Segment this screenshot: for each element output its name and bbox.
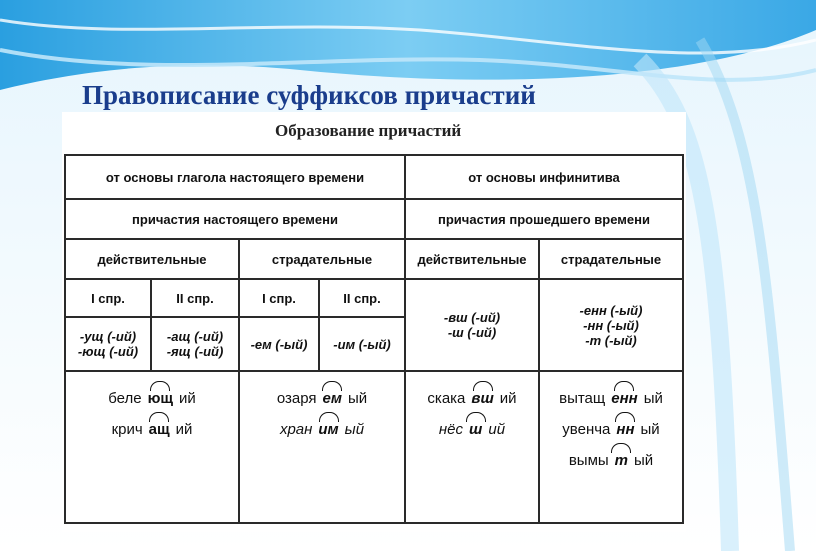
suffix-line: -ущ (-ий): [79, 329, 137, 344]
suffix-line: -вш (-ий): [443, 310, 501, 325]
present-passive-1-suffix: -ем (-ый): [239, 317, 319, 371]
suffix-line: -ащ (-ий): [166, 329, 224, 344]
conj-2-active: II спр.: [151, 279, 239, 317]
basis-present-header: от основы глагола настоящего времени: [65, 155, 405, 199]
example-word: озаря ем ый: [276, 390, 368, 407]
conj-1-passive: I спр.: [239, 279, 319, 317]
past-active-header: действительные: [405, 239, 539, 279]
conj-2-passive: II спр.: [319, 279, 405, 317]
suffix-line: -ш (-ий): [447, 325, 497, 340]
past-passive-header: страдательные: [539, 239, 683, 279]
suffix-line: -ющ (-ий): [77, 344, 139, 359]
tense-present-header: причастия настоящего времени: [65, 199, 405, 239]
table-subtitle: Образование причастий: [275, 121, 462, 140]
suffix-line: -ящ (-ий): [166, 344, 224, 359]
present-passive-2-suffix: -им (-ый): [319, 317, 405, 371]
participle-formation-table: [64, 154, 684, 524]
example-word: беле ющ ий: [108, 390, 196, 407]
present-active-header: действительные: [65, 239, 239, 279]
suffix-line: -нн (-ый): [583, 317, 639, 333]
example-word: нёс ш ий: [438, 421, 506, 438]
past-active-examples: [405, 371, 539, 523]
present-passive-examples: [239, 371, 405, 523]
example-word: увенча нн ый: [562, 421, 660, 438]
example-word: хран им ый: [279, 421, 365, 438]
example-word: крич ащ ий: [111, 421, 193, 438]
present-active-examples: [65, 371, 239, 523]
suffix-line: -енн (-ый): [579, 302, 643, 318]
basis-infinitive-header: от основы инфинитива: [405, 155, 683, 199]
example-word: вытащ енн ый: [559, 390, 663, 407]
example-word: вымы т ый: [568, 452, 654, 469]
slide-title: Правописание суффиксов причастий: [82, 80, 536, 110]
past-active-suffixes: [405, 279, 539, 371]
conj-1-active: I спр.: [65, 279, 151, 317]
present-passive-header: страдательные: [239, 239, 405, 279]
past-passive-suffixes: [539, 279, 683, 371]
example-word: скака вш ий: [427, 390, 517, 407]
past-passive-examples: [539, 371, 683, 523]
present-active-2-suffixes: [151, 317, 239, 371]
tense-past-header: причастия прошедшего времени: [405, 199, 683, 239]
suffix-line: -т (-ый): [585, 332, 637, 348]
present-active-1-suffixes: [65, 317, 151, 371]
